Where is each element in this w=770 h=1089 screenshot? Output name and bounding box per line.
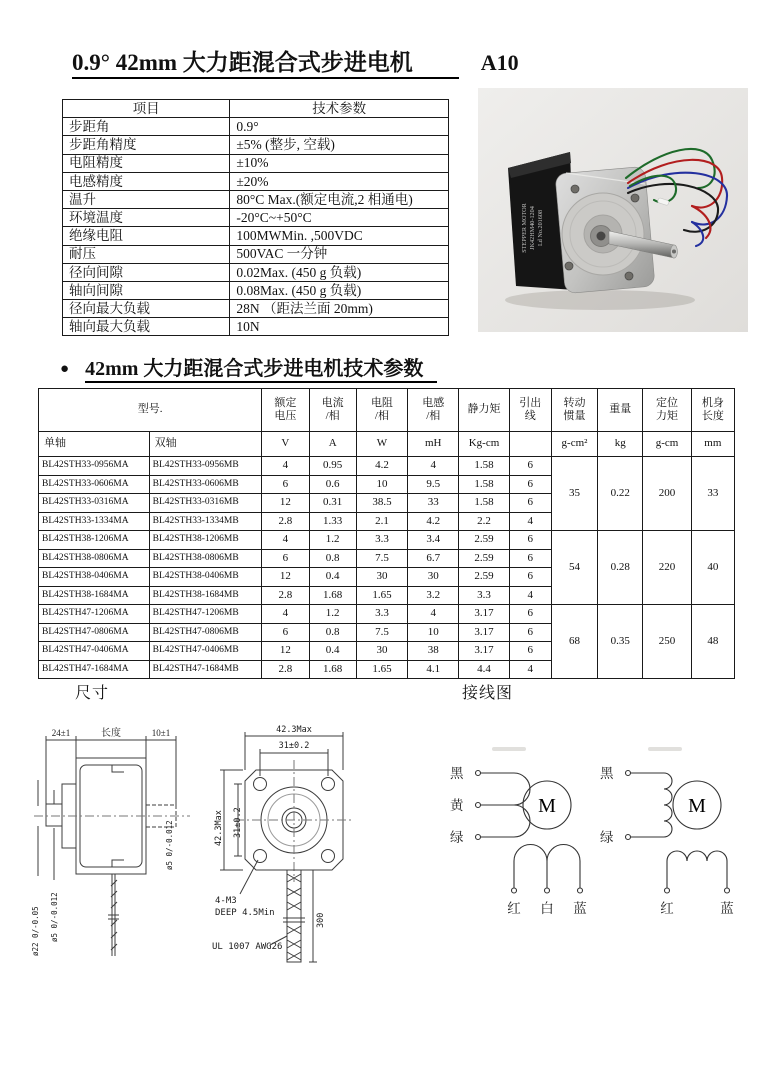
holding-torque: 4.4 [459,660,509,679]
lead-wires: 6 [509,642,551,661]
spec-item-label: 径向最大负载 [63,300,230,318]
current-per-phase: 0.31 [309,494,356,513]
spec-item-label: 步距角 [63,118,230,136]
spec-item-value: ±5% (整步, 空载) [230,136,449,154]
spec-table-head [63,100,449,118]
current-per-phase: 0.8 [309,549,356,568]
dimensions-label: 尺寸 [75,685,110,702]
spec-row [63,300,449,318]
inductance-per-phase: 30 [408,568,459,587]
spec-row [63,154,449,172]
spec-item-value: ±10% [230,154,449,172]
lead-wires: 6 [509,494,551,513]
params-body [39,457,735,679]
spec-row [63,263,449,281]
params-col-3: 电感 /相 [408,389,459,432]
resistance-per-phase: 2.1 [356,512,407,531]
inductance-per-phase: 4.1 [408,660,459,679]
resistance-per-phase: 30 [356,642,407,661]
wire-label-blue: 蓝 [573,901,587,916]
spec-item-value: 28N （距法兰面 20mm) [230,300,449,318]
resistance-per-phase: 38.5 [356,494,407,513]
wire-label-blue: 蓝 [720,901,734,916]
weight: 0.28 [598,531,643,605]
spec-item-label: 步距角精度 [63,136,230,154]
rated-voltage: 4 [262,457,309,476]
lead-wires: 6 [509,568,551,587]
svg-text:Ld No.201608: Ld No.201608 [537,209,544,247]
wire-label-yellow: 黄 [450,798,464,813]
params-table [38,388,735,679]
params-subcol-double-shaft: 双轴 [149,432,262,457]
params-header-row-2 [39,432,735,457]
spec-item-label: 电阻精度 [63,154,230,172]
wire-label-black: 黑 [600,766,614,781]
model-double: BL42STH33-0606MB [149,475,262,494]
params-unit-2: W [356,432,407,457]
holding-torque: 1.58 [459,494,509,513]
params-subcol-single-shaft: 单轴 [39,432,150,457]
params-unit-6: g-cm² [551,432,597,457]
current-per-phase: 0.4 [309,642,356,661]
bullet-icon: ● [60,361,70,377]
motor-symbol: M [688,795,706,817]
params-col-2: 电阻 /相 [356,389,407,432]
model-double: BL42STH38-1206MB [149,531,262,550]
model-double: BL42STH33-0956MB [149,457,262,476]
dim-shaft-diameter: ø5 0/-0.012 [50,892,59,942]
spec-item-label: 绝缘电阻 [63,227,230,245]
model-double: BL42STH38-0406MB [149,568,262,587]
wire-label-white: 白 [540,901,554,916]
body-length: 48 [691,605,734,679]
params-col-6: 转动 惯量 [551,389,597,432]
spec-row [63,318,449,336]
params-head [39,389,735,457]
spec-item-value: 0.9° [230,118,449,136]
params-header-row-1 [39,389,735,432]
params-unit-7: kg [598,432,643,457]
holding-torque: 3.17 [459,623,509,642]
rotor-inertia: 54 [551,531,597,605]
params-col-5: 引出 线 [509,389,551,432]
spec-item-value: 100MWMin. ,500VDC [230,227,449,245]
detent-torque: 200 [643,457,691,531]
motor-flange [555,166,655,293]
model-single: BL42STH47-1206MA [39,605,150,624]
params-unit-0: V [262,432,309,457]
cable-spec-note: UL 1007 AWG26 [212,942,283,952]
side-view-drawing [28,720,218,972]
inductance-per-phase: 4 [408,605,459,624]
lead-wires: 6 [509,457,551,476]
spec-row [63,227,449,245]
holding-torque: 3.3 [459,586,509,605]
spec-item-label: 电感精度 [63,172,230,190]
detent-torque: 250 [643,605,691,679]
resistance-per-phase: 3.3 [356,531,407,550]
dim-shaft-diameter-right: ø5 0/-0.012 [165,820,174,870]
spec-item-value: 10N [230,318,449,336]
spec-item-label: 径向间隙 [63,263,230,281]
body-length: 40 [691,531,734,605]
spec-table [62,99,449,336]
params-col-model: 型号. [39,389,262,432]
spec-row [63,245,449,263]
dim-hole-spacing-h: 31±0.2 [278,741,310,751]
motor-symbol: M [538,795,556,817]
params-row [39,605,735,624]
model-single: BL42STH33-0956MA [39,457,150,476]
spec-col-value: 技术参数 [230,100,449,118]
inductance-per-phase: 3.4 [408,531,459,550]
dim-body-length: 长度 [101,728,121,739]
spec-col-item: 项目 [63,100,230,118]
screw-spec-note: 4-M3 [215,896,237,906]
front-view-drawing [210,716,428,972]
body-length: 33 [691,457,734,531]
cable-length-dim: 300 [316,912,326,928]
params-col-9: 机身 长度 [691,389,734,432]
rated-voltage: 12 [262,642,309,661]
resistance-per-phase: 10 [356,475,407,494]
motor-photo [478,88,748,332]
wiring-diagram-6-lead [442,733,594,929]
model-single: BL42STH38-0406MA [39,568,150,587]
motor-shadow [505,290,695,310]
inductance-per-phase: 9.5 [408,475,459,494]
rotor-inertia: 35 [551,457,597,531]
wire-label-red: 红 [507,901,521,916]
model-single: BL42STH38-0806MA [39,549,150,568]
spec-item-value: -20°C~+50°C [230,209,449,227]
params-col-8: 定位 力矩 [643,389,691,432]
lead-wires: 4 [509,660,551,679]
current-per-phase: 0.4 [309,568,356,587]
model-single: BL42STH33-1334MA [39,512,150,531]
svg-text:STEPPER MOTOR: STEPPER MOTOR [521,203,528,253]
params-unit-4: Kg-cm [459,432,509,457]
rated-voltage: 4 [262,605,309,624]
holding-torque: 1.58 [459,457,509,476]
inductance-per-phase: 33 [408,494,459,513]
inductance-per-phase: 10 [408,623,459,642]
model-single: BL42STH33-0606MA [39,475,150,494]
rated-voltage: 12 [262,568,309,587]
model-double: BL42STH47-1684MB [149,660,262,679]
current-per-phase: 1.33 [309,512,356,531]
holding-torque: 2.59 [459,531,509,550]
holding-torque: 2.2 [459,512,509,531]
screw-depth-note: DEEP 4.5Min [215,908,275,918]
weight: 0.35 [598,605,643,679]
lead-wires: 6 [509,623,551,642]
params-unit-5 [509,432,551,457]
inductance-per-phase: 38 [408,642,459,661]
model-single: BL42STH38-1206MA [39,531,150,550]
params-unit-9: mm [691,432,734,457]
doc-code: A10 [480,50,519,75]
params-row [39,531,735,550]
current-per-phase: 0.95 [309,457,356,476]
spec-row [63,190,449,208]
dim-flange-height: 42.3Max [214,810,224,846]
holding-torque: 3.17 [459,605,509,624]
spec-item-label: 轴向间隙 [63,281,230,299]
spec-item-label: 环境温度 [63,209,230,227]
spec-item-value: ±20% [230,172,449,190]
wiring-diagram-label: 接线图 [462,685,514,702]
dim-flange-width: 42.3Max [276,725,312,735]
holding-torque: 3.17 [459,642,509,661]
rated-voltage: 4 [262,531,309,550]
wire-label-green: 绿 [450,830,464,845]
spec-row [63,281,449,299]
wire-label-red: 红 [660,901,674,916]
spec-header-row [63,100,449,118]
model-double: BL42STH33-1334MB [149,512,262,531]
current-per-phase: 1.2 [309,605,356,624]
params-unit-3: mH [408,432,459,457]
spec-item-value: 0.02Max. (450 g 负载) [230,263,449,281]
resistance-per-phase: 7.5 [356,549,407,568]
detent-torque: 220 [643,531,691,605]
params-col-0: 额定 电压 [262,389,309,432]
spec-row [63,136,449,154]
model-single: BL42STH47-0806MA [39,623,150,642]
model-double: BL42STH33-0316MB [149,494,262,513]
current-per-phase: 0.8 [309,623,356,642]
rated-voltage: 6 [262,475,309,494]
spec-item-value: 0.08Max. (450 g 负载) [230,281,449,299]
params-row [39,457,735,476]
params-col-1: 电流 /相 [309,389,356,432]
wire-label-green: 绿 [600,830,614,845]
model-single: BL42STH47-0406MA [39,642,150,661]
section2-heading [60,352,437,381]
rated-voltage: 2.8 [262,586,309,605]
spec-row [63,118,449,136]
dim-hole-spacing-v: 31±0.2 [233,807,243,838]
resistance-per-phase: 1.65 [356,586,407,605]
wire-label-black: 黑 [450,766,464,781]
spec-item-label: 耐压 [63,245,230,263]
model-double: BL42STH47-0406MB [149,642,262,661]
title-row [72,44,519,77]
rated-voltage: 6 [262,549,309,568]
lead-wires: 6 [509,605,551,624]
resistance-per-phase: 30 [356,568,407,587]
rated-voltage: 2.8 [262,660,309,679]
rotor-inertia: 68 [551,605,597,679]
section2-title: 42mm 大力距混合式步进电机技术参数 [85,358,437,383]
resistance-per-phase: 1.65 [356,660,407,679]
rated-voltage: 2.8 [262,512,309,531]
svg-text:JK42HM40-1204: JK42HM40-1204 [529,206,536,250]
inductance-per-phase: 3.2 [408,586,459,605]
inductance-per-phase: 6.7 [408,549,459,568]
model-single: BL42STH33-0316MA [39,494,150,513]
model-double: BL42STH38-0806MB [149,549,262,568]
spec-row [63,172,449,190]
resistance-per-phase: 3.3 [356,605,407,624]
weight: 0.22 [598,457,643,531]
model-single: BL42STH38-1684MA [39,586,150,605]
model-double: BL42STH47-1206MB [149,605,262,624]
wiring-diagram-4-lead [592,733,744,929]
holding-torque: 1.58 [459,475,509,494]
rated-voltage: 12 [262,494,309,513]
dim-right-shaft: 10±1 [151,728,171,738]
lead-wires: 6 [509,475,551,494]
resistance-per-phase: 7.5 [356,623,407,642]
params-col-7: 重量 [598,389,643,432]
inductance-per-phase: 4.2 [408,512,459,531]
lead-wires: 4 [509,512,551,531]
dim-flange-diameter: ø22 0/-0.05 [31,906,40,956]
holding-torque: 2.59 [459,549,509,568]
spec-item-label: 温升 [63,190,230,208]
params-unit-1: A [309,432,356,457]
model-double: BL42STH47-0806MB [149,623,262,642]
current-per-phase: 0.6 [309,475,356,494]
model-single: BL42STH47-1684MA [39,660,150,679]
lead-wires: 4 [509,586,551,605]
params-unit-8: g-cm [643,432,691,457]
rated-voltage: 6 [262,623,309,642]
inductance-per-phase: 4 [408,457,459,476]
spec-table-body [63,118,449,336]
lead-wires: 6 [509,549,551,568]
current-per-phase: 1.68 [309,660,356,679]
lead-wires: 6 [509,531,551,550]
model-double: BL42STH38-1684MB [149,586,262,605]
spec-item-label: 轴向最大负载 [63,318,230,336]
spec-item-value: 80°C Max.(额定电流,2 相通电) [230,190,449,208]
resistance-per-phase: 4.2 [356,457,407,476]
spec-row [63,209,449,227]
current-per-phase: 1.2 [309,531,356,550]
holding-torque: 2.59 [459,568,509,587]
params-col-4: 静力矩 [459,389,509,432]
dim-left-shaft: 24±1 [51,728,71,738]
current-per-phase: 1.68 [309,586,356,605]
spec-item-value: 500VAC 一分钟 [230,245,449,263]
page-title: 0.9° 42mm 大力距混合式步进电机 [72,50,459,79]
